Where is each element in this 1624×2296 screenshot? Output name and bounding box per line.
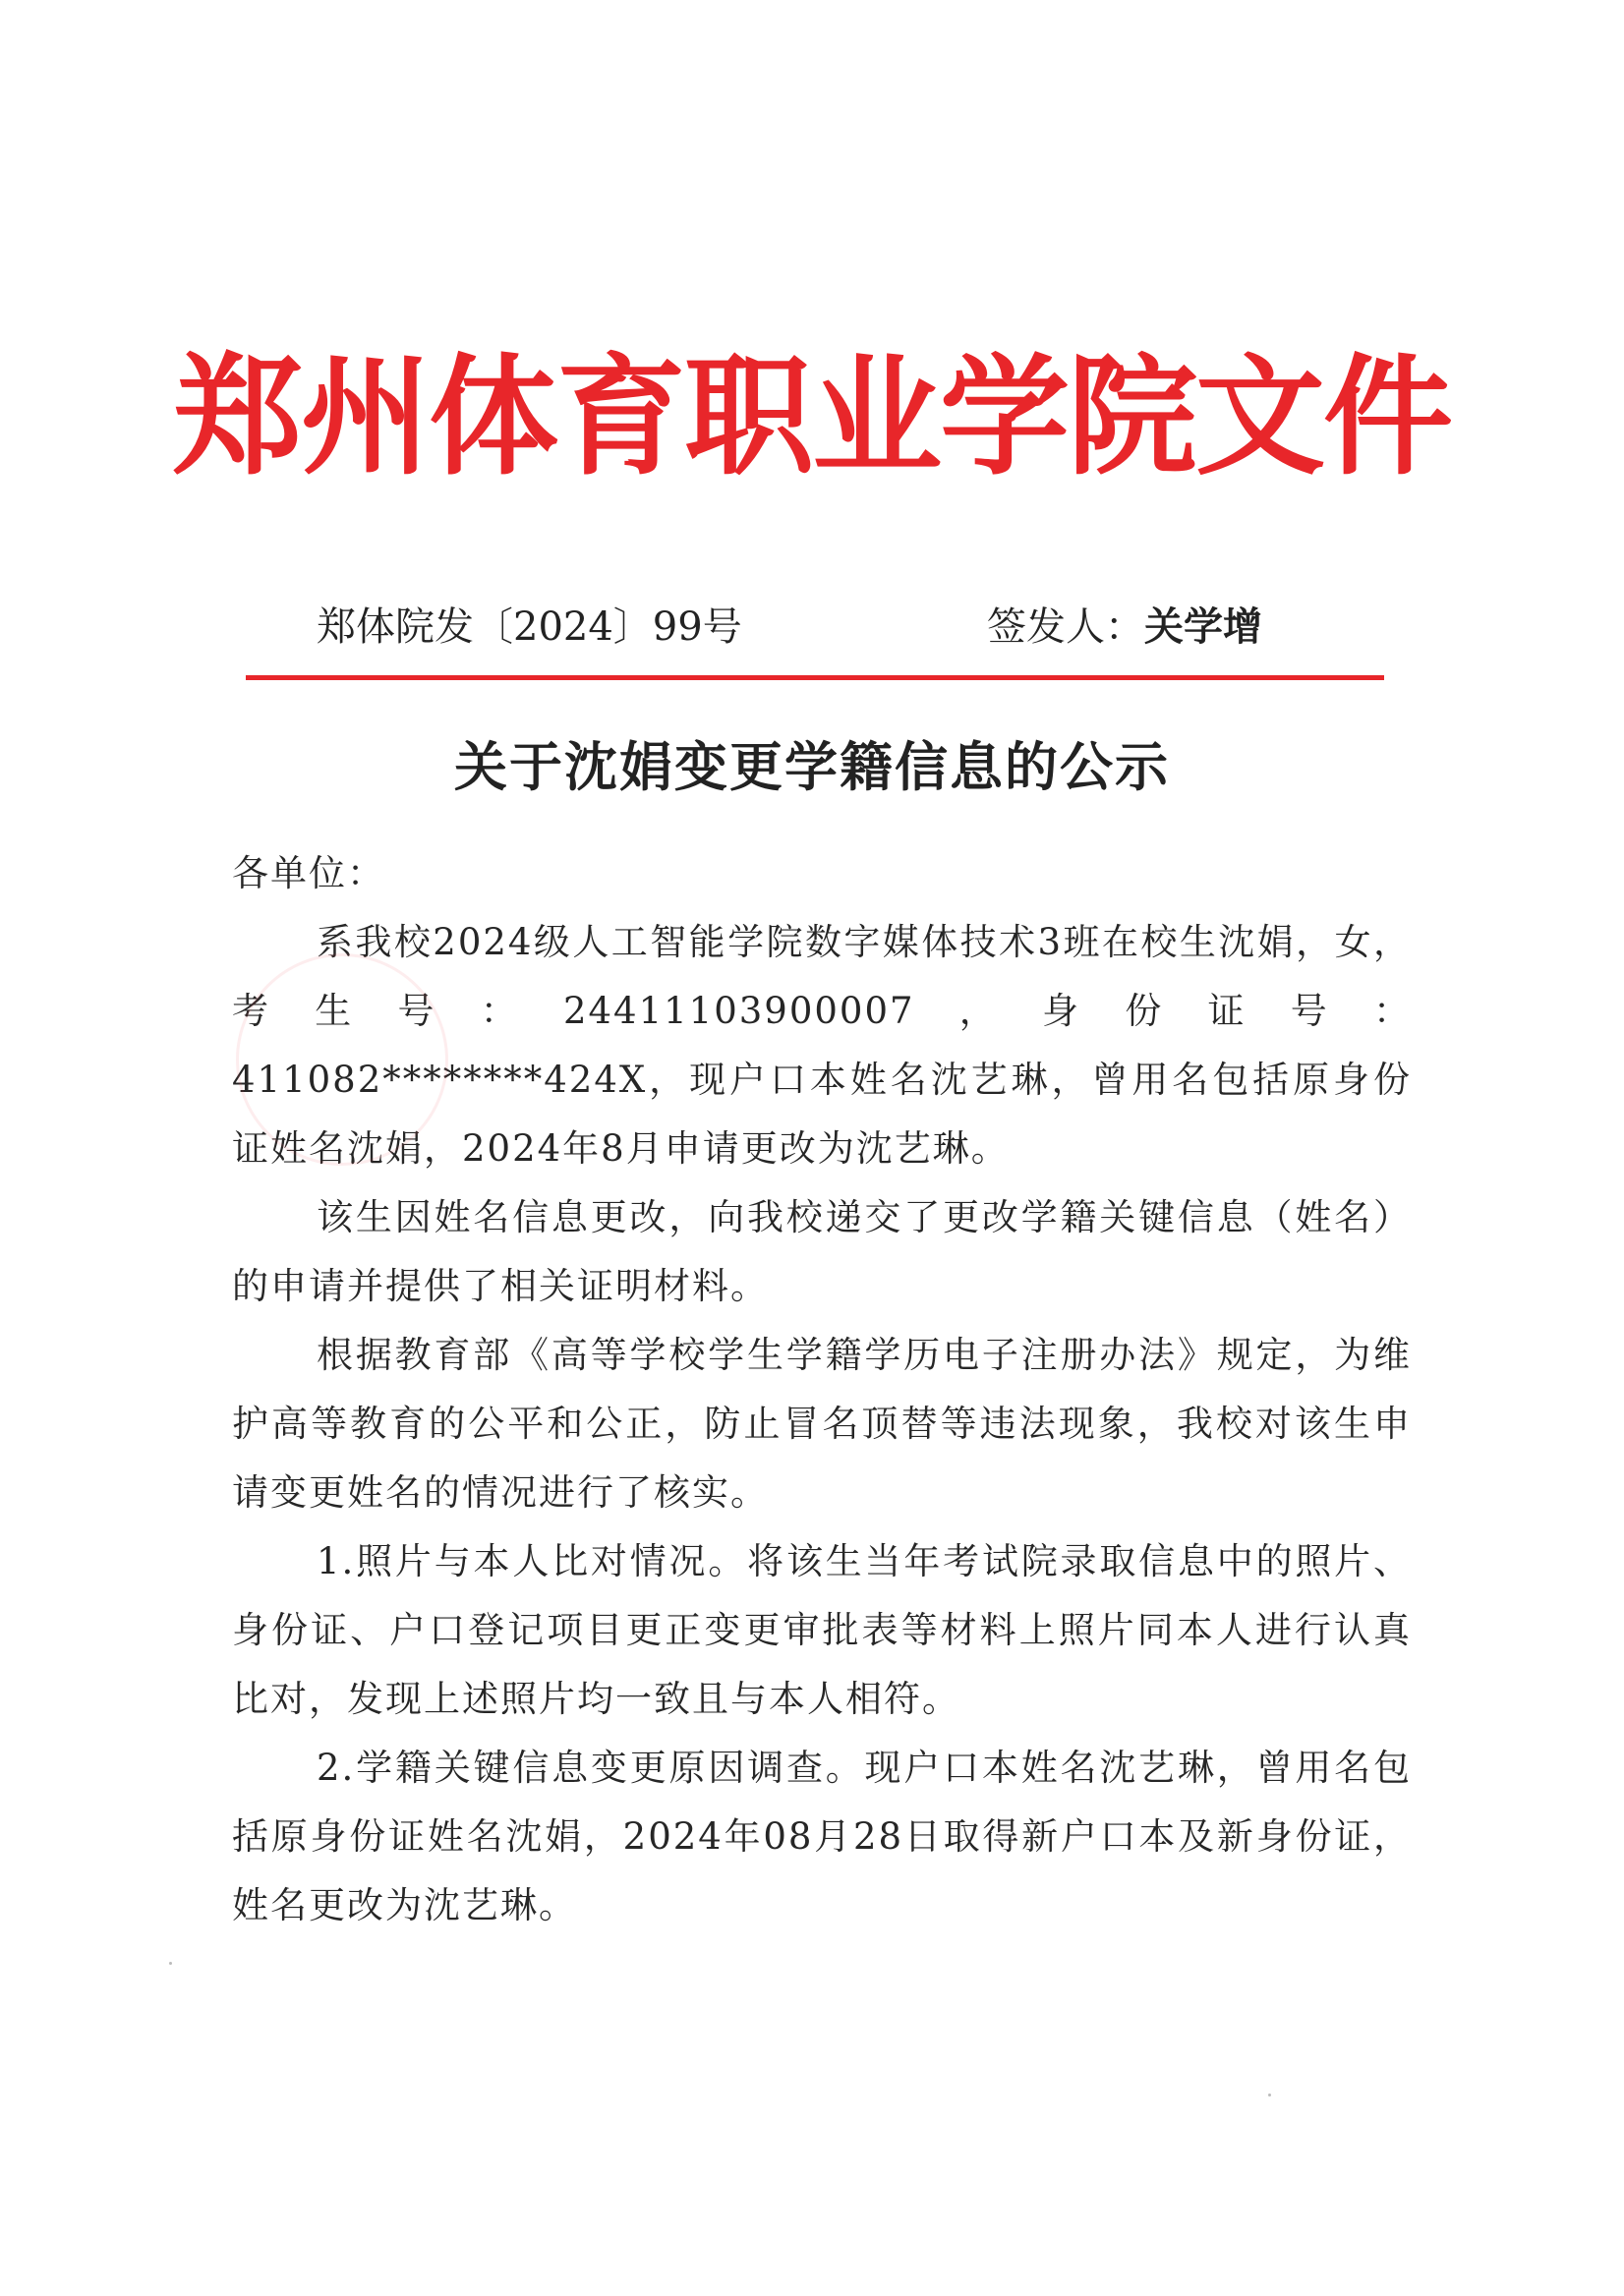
notice-body bbox=[232, 839, 1412, 1940]
scan-speck bbox=[169, 1962, 172, 1965]
scan-speck bbox=[1268, 2094, 1271, 2096]
signer-label: 签发人： bbox=[987, 604, 1144, 650]
paragraph-photo-comparison: 1.照片与本人比对情况。将该生当年考试院录取信息中的照片、身份证、户口登记项目更正变更审批表等材料上照片同本人进行认真比对，发现上述照片均一致且与本人相符。 bbox=[232, 1540, 1412, 1720]
header-red-divider bbox=[246, 675, 1384, 680]
org-document-header: 郑州体育职业学院文件 bbox=[173, 342, 1451, 493]
document-number: 郑体院发〔2024〕99号 bbox=[317, 604, 742, 650]
signer-name: 关学增 bbox=[1144, 603, 1262, 650]
paragraph-student-info: 系我校2024级人工智能学院数字媒体技术3班在校生沈娟，女，考生号：24411103900007，身份证号：411082********424X，现户口本姓名沈艺琳，曾用名包括原身份证姓名沈娟，2024年8月申请更改为沈艺琳。 bbox=[232, 921, 1412, 1170]
paragraph-change-reason: 2.学籍关键信息变更原因调查。现户口本姓名沈艺琳，曾用名包括原身份证姓名沈娟，2024年08月28日取得新户口本及新身份证，姓名更改为沈艺琳。 bbox=[232, 1747, 1412, 1926]
salutation: 各单位： bbox=[232, 852, 385, 894]
signer-line bbox=[987, 598, 1262, 657]
paragraph-application: 该生因姓名信息更改，向我校递交了更改学籍关键信息（姓名）的申请并提供了相关证明材料。 bbox=[232, 1196, 1412, 1307]
notice-title: 关于沈娟变更学籍信息的公示 bbox=[454, 735, 1170, 798]
paragraph-verification-basis: 根据教育部《高等学校学生学籍学历电子注册办法》规定，为维护高等教育的公平和公正，防止冒名顶替等违法现象，我校对该生申请变更姓名的情况进行了核实。 bbox=[232, 1334, 1412, 1514]
